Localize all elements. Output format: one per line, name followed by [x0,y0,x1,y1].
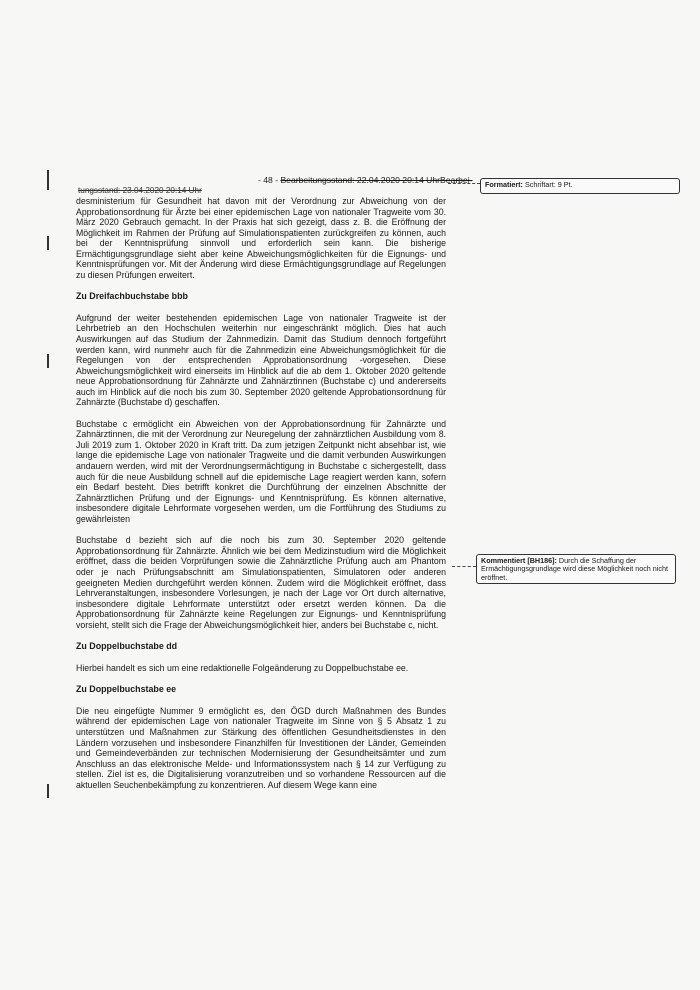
header-deleted-text: Bearbeitungsstand: 22.04.2020 20:14 UhrBearbei- [280,175,473,185]
review-comment-box[interactable] [476,554,676,584]
review-comment-title: Kommentiert [BH186]: [481,556,557,565]
document-body [76,196,446,801]
paragraph: Die neu eingefügte Nummer 9 ermöglicht es, den ÖGD durch Maßnahmen des Bundes während der epidemischen Lage von nationaler Tragweite im Sinne von § 5 Absatz 1 zu unterstützen und Maßnahmen zur Stärkung des öffentlichen Gesundheitsdienstes in den Ländern vorzusehen und insbesondere Finanzhilfen für Investitionen der Länder, Gemeinden und Gemeindeverbänden zur technischen Modernisierung der Gesundheitsämter und zum Anschluss an das elektronische Melde- und Informationssystem nach § 14 zur Verfügung zu stellen. Ziel ist es, die Digitalisierung voranzutreiben und so vorhandene Ressourcen auf die aktuellen Seuchenbekämpfung zu konzentrieren. Auf diesem Wege kann eine [76,705,446,790]
deleted-text-line: tungsstand: 23.04.2020 20:14 Uhr [78,186,202,195]
format-comment-text: Schriftart: 9 Pt. [524,180,573,189]
page-number: - 48 - [258,175,279,185]
paragraph: Buchstabe d bezieht sich auf die noch bis zum 30. September 2020 geltende Approbationsordnung für Zahnärzte. Ähnlich wie bei dem Medizinstudium wird die Möglichkeit eröffnet, dass die beiden Vorprüfungen sowie die Zahnärztliche Prüfung auch am Phantom oder je nach Prüfungsabschnitt am Simulationspatienten, Simulatoren oder anderen geeigneten Medien durchgeführt werden können. Zudem wird die Möglichkeit eröffnet, dass Lehrveranstaltungen, insbesondere Vorlesungen, je nach der Lage vor Ort durch alternative, insbesondere digitale Lehrformate unterstützt oder ersetzt werden können. Da die Approbationsordnung für Zahnärzte keine Regelungen zur Eignungs- und Kenntnisprüfung vorsieht, stellt sich die Frage der Abweichungsmöglichkeit hier, anders bei Buchstabe c, nicht. [76,535,446,630]
change-bar [47,354,49,368]
section-heading: Zu Doppelbuchstabe ee [76,684,177,695]
change-bar [47,236,49,250]
review-comment-text: Durch die Schaffung der Ermächtigungsgrundlage wird diese Möglichkeit noch nicht eröffnet. [481,556,668,582]
paragraph: desministerium für Gesundheit hat davon mit der Verordnung zur Abweichung von der Approbationsordnung für Ärzte bei einer epidemischen Lage von nationaler Tragweite vom 30. März 2020 Gebrauch gemacht. In der Praxis hat sich gezeigt, dass z. B. die Eröffnung der Möglichkeit im Rahmen der Prüfung auf Simulationspatienten zurückgreifen zu können, auch bei der Kenntnisprüfung sinnvoll und erforderlich sein kann. Die bisherige Ermächtigungsgrundlage sieht aber keine Abweichungsmöglichkeiten für die Eignungs- und Kenntnisprüfungen vor. Mit der Änderung wird diese Ermächtigungsgrundlage auf Regelungen zu diesen Prüfungen erweitert. [76,196,446,280]
section-heading: Zu Doppelbuchstabe dd [76,641,178,652]
comment-leader-line [452,566,476,567]
section-heading: Zu Dreifachbuchstabe bbb [76,291,188,302]
comment-leader-line [448,183,480,184]
format-comment-title: Formatiert: [485,180,523,189]
page-header [258,175,473,185]
change-bar [47,170,49,190]
paragraph: Hierbei handelt es sich um eine redaktionelle Folgeänderung zu Doppelbuchstabe ee. [76,662,409,673]
paragraph: Aufgrund der weiter bestehenden epidemischen Lage von nationaler Tragweite ist der Lehrbetrieb an den Hochschulen weiterhin nur eingeschränkt möglich. Dies hat auch Auswirkungen auf das Studium der Zahnmedizin. Damit das Studium dennoch fortgeführt werden kann, wird nunmehr auch für die Zahnmedizin eine Abweichungsmöglichkeit für die Regelungen von der entsprechenden Approbationsordnung -vorgesehen. Diese Abweichungsmöglichkeit wird einerseits im Hinblick auf die ab dem 1. Oktober 2020 geltende neue Approbationsordnung für Zahnärzte und Zahnärztinnen (Buchstabe c) und andererseits auch im Hinblick auf die noch bis zum 30. September 2020 geltende Approbationsordnung für Zahnärzte (Buchstabe d) geschaffen. [76,312,446,408]
change-bar [47,784,49,798]
format-comment-box[interactable] [480,178,680,194]
paragraph: Buchstabe c ermöglicht ein Abweichen von der Approbationsordnung für Zahnärzte und Zahnärztinnen, die mit der Verordnung zur Neuregelung der zahnärztlichen Ausbildung vom 8. Juli 2019 zum 1. Oktober 2020 in Kraft tritt. Da zum jetzigen Zeitpunkt nicht absehbar ist, wie lange die epidemische Lage von nationaler Tragweite und die damit verbunden Auswirkungen andauern werden, wird mit der Verordnungsermächtigung in Buchstabe c sichergestellt, dass auch für die neue Ausbildung schnell auf die epidemische Lage reagiert werden kann, sofern ein Bedarf besteht. Dies betrifft konkret die Durchführung der einzelnen Abschnitte der Zahnärztlichen Prüfung und der Eignungs- und Kenntnisprüfung. Es können alternative, insbesondere digitale Lehrformate vorgesehen werden, um die Fortführung des Studiums zu gewährleisten [76,418,446,524]
